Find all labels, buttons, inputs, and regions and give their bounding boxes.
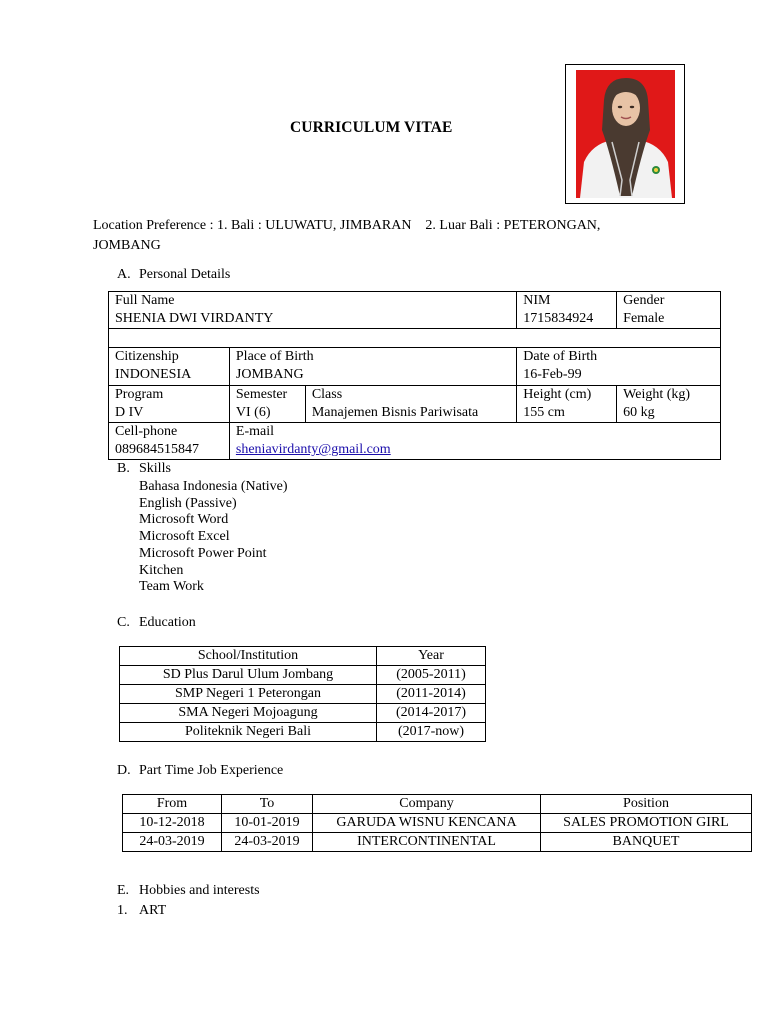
program-label: Program (115, 387, 164, 402)
column-header: Position (541, 795, 752, 814)
list-item: Microsoft Power Point (139, 545, 267, 561)
profile-photo-frame (565, 64, 685, 204)
email-link[interactable]: sheniavirdanty@gmail.com (235, 442, 391, 457)
location-preference (93, 216, 683, 256)
table-row-spacer (109, 329, 721, 348)
list-item: Team Work (139, 579, 204, 595)
semester-label: Semester (235, 387, 288, 402)
class-label: Class (311, 387, 343, 402)
position-cell: BANQUET (541, 833, 752, 852)
column-header: To (222, 795, 313, 814)
hobby-item: 1. ART (117, 903, 167, 918)
list-item: Kitchen (139, 562, 184, 578)
school-cell: SD Plus Darul Ulum Jombang (120, 666, 377, 685)
table-row (120, 666, 486, 685)
year-cell: (2005-2011) (377, 666, 486, 685)
to-cell: 24-03-2019 (222, 833, 313, 852)
height-value: 155 cm (523, 405, 565, 420)
gender-value: Female (623, 311, 665, 326)
weight-value: 60 kg (623, 405, 655, 420)
location-line-1: Location Preference : 1. Bali : ULUWATU, JIMBARAN 2. Luar Bali : PETERONGAN, (93, 218, 601, 233)
height-label: Height (cm) (523, 387, 592, 402)
list-item: Bahasa Indonesia (Native) (139, 479, 288, 494)
citizenship-value: INDONESIA (115, 367, 192, 382)
program-value: D IV (115, 405, 144, 420)
to-cell: 10-01-2019 (222, 814, 313, 833)
personal-details-grid (108, 291, 721, 460)
section-hobbies-heading: E. Hobbies and interests (117, 883, 260, 898)
table-row (123, 833, 752, 852)
table-row (109, 292, 721, 329)
education-table (119, 646, 486, 742)
email-label: E-mail (235, 424, 274, 439)
section-job-heading: D. Part Time Job Experience (117, 763, 284, 778)
cell-phone-label: Cell-phone (115, 424, 178, 439)
company-cell: GARUDA WISNU KENCANA (313, 814, 541, 833)
weight-label: Weight (kg) (623, 387, 691, 402)
from-cell: 24-03-2019 (123, 833, 222, 852)
year-cell: (2017-now) (377, 723, 486, 742)
list-item: Microsoft Word (139, 512, 229, 528)
position-cell: SALES PROMOTION GIRL (541, 814, 752, 833)
portrait-illustration (576, 70, 675, 198)
full-name-value: SHENIA DWI VIRDANTY (115, 311, 274, 326)
list-item: English (Passive) (139, 495, 237, 511)
place-of-birth-label: Place of Birth (235, 349, 314, 364)
table-row (109, 423, 721, 460)
column-header: Company (313, 795, 541, 814)
date-of-birth-value: 16-Feb-99 (523, 367, 582, 382)
school-cell: SMA Negeri Mojoagung (120, 704, 377, 723)
class-value: Manajemen Bisnis Pariwisata (311, 405, 479, 420)
table-header-row (123, 795, 752, 814)
column-header: From (123, 795, 222, 814)
column-header: Year (377, 647, 486, 666)
nim-value: 1715834924 (523, 311, 594, 326)
school-cell: SMP Negeri 1 Peterongan (120, 685, 377, 704)
section-education-heading: C. Education (117, 615, 196, 630)
table-row (120, 704, 486, 723)
section-personal-heading: A. Personal Details (117, 267, 231, 282)
section-skills-heading: B. Skills (117, 461, 171, 476)
year-cell: (2011-2014) (377, 685, 486, 704)
table-row (123, 814, 752, 833)
cell-phone-value: 089684515847 (115, 442, 199, 457)
profile-photo (576, 70, 675, 198)
document-title: CURRICULUM VITAE (290, 119, 453, 136)
table-row (109, 386, 721, 423)
table-row (120, 723, 486, 742)
skills-list (139, 479, 288, 596)
school-cell: Politeknik Negeri Bali (120, 723, 377, 742)
location-line-2: JOMBANG (93, 238, 161, 253)
company-cell: INTERCONTINENTAL (313, 833, 541, 852)
place-of-birth-value: JOMBANG (235, 367, 304, 382)
table-row (109, 348, 721, 386)
table-header-row (120, 647, 486, 666)
citizenship-label: Citizenship (115, 349, 179, 364)
gender-label: Gender (623, 293, 665, 308)
semester-value: VI (6) (235, 405, 271, 420)
nim-label: NIM (523, 293, 551, 308)
year-cell: (2014-2017) (377, 704, 486, 723)
from-cell: 10-12-2018 (123, 814, 222, 833)
full-name-label: Full Name (115, 293, 175, 308)
date-of-birth-label: Date of Birth (523, 349, 598, 364)
job-experience-table (122, 794, 752, 852)
column-header: School/Institution (120, 647, 377, 666)
table-row (120, 685, 486, 704)
list-item: Microsoft Excel (139, 529, 230, 545)
